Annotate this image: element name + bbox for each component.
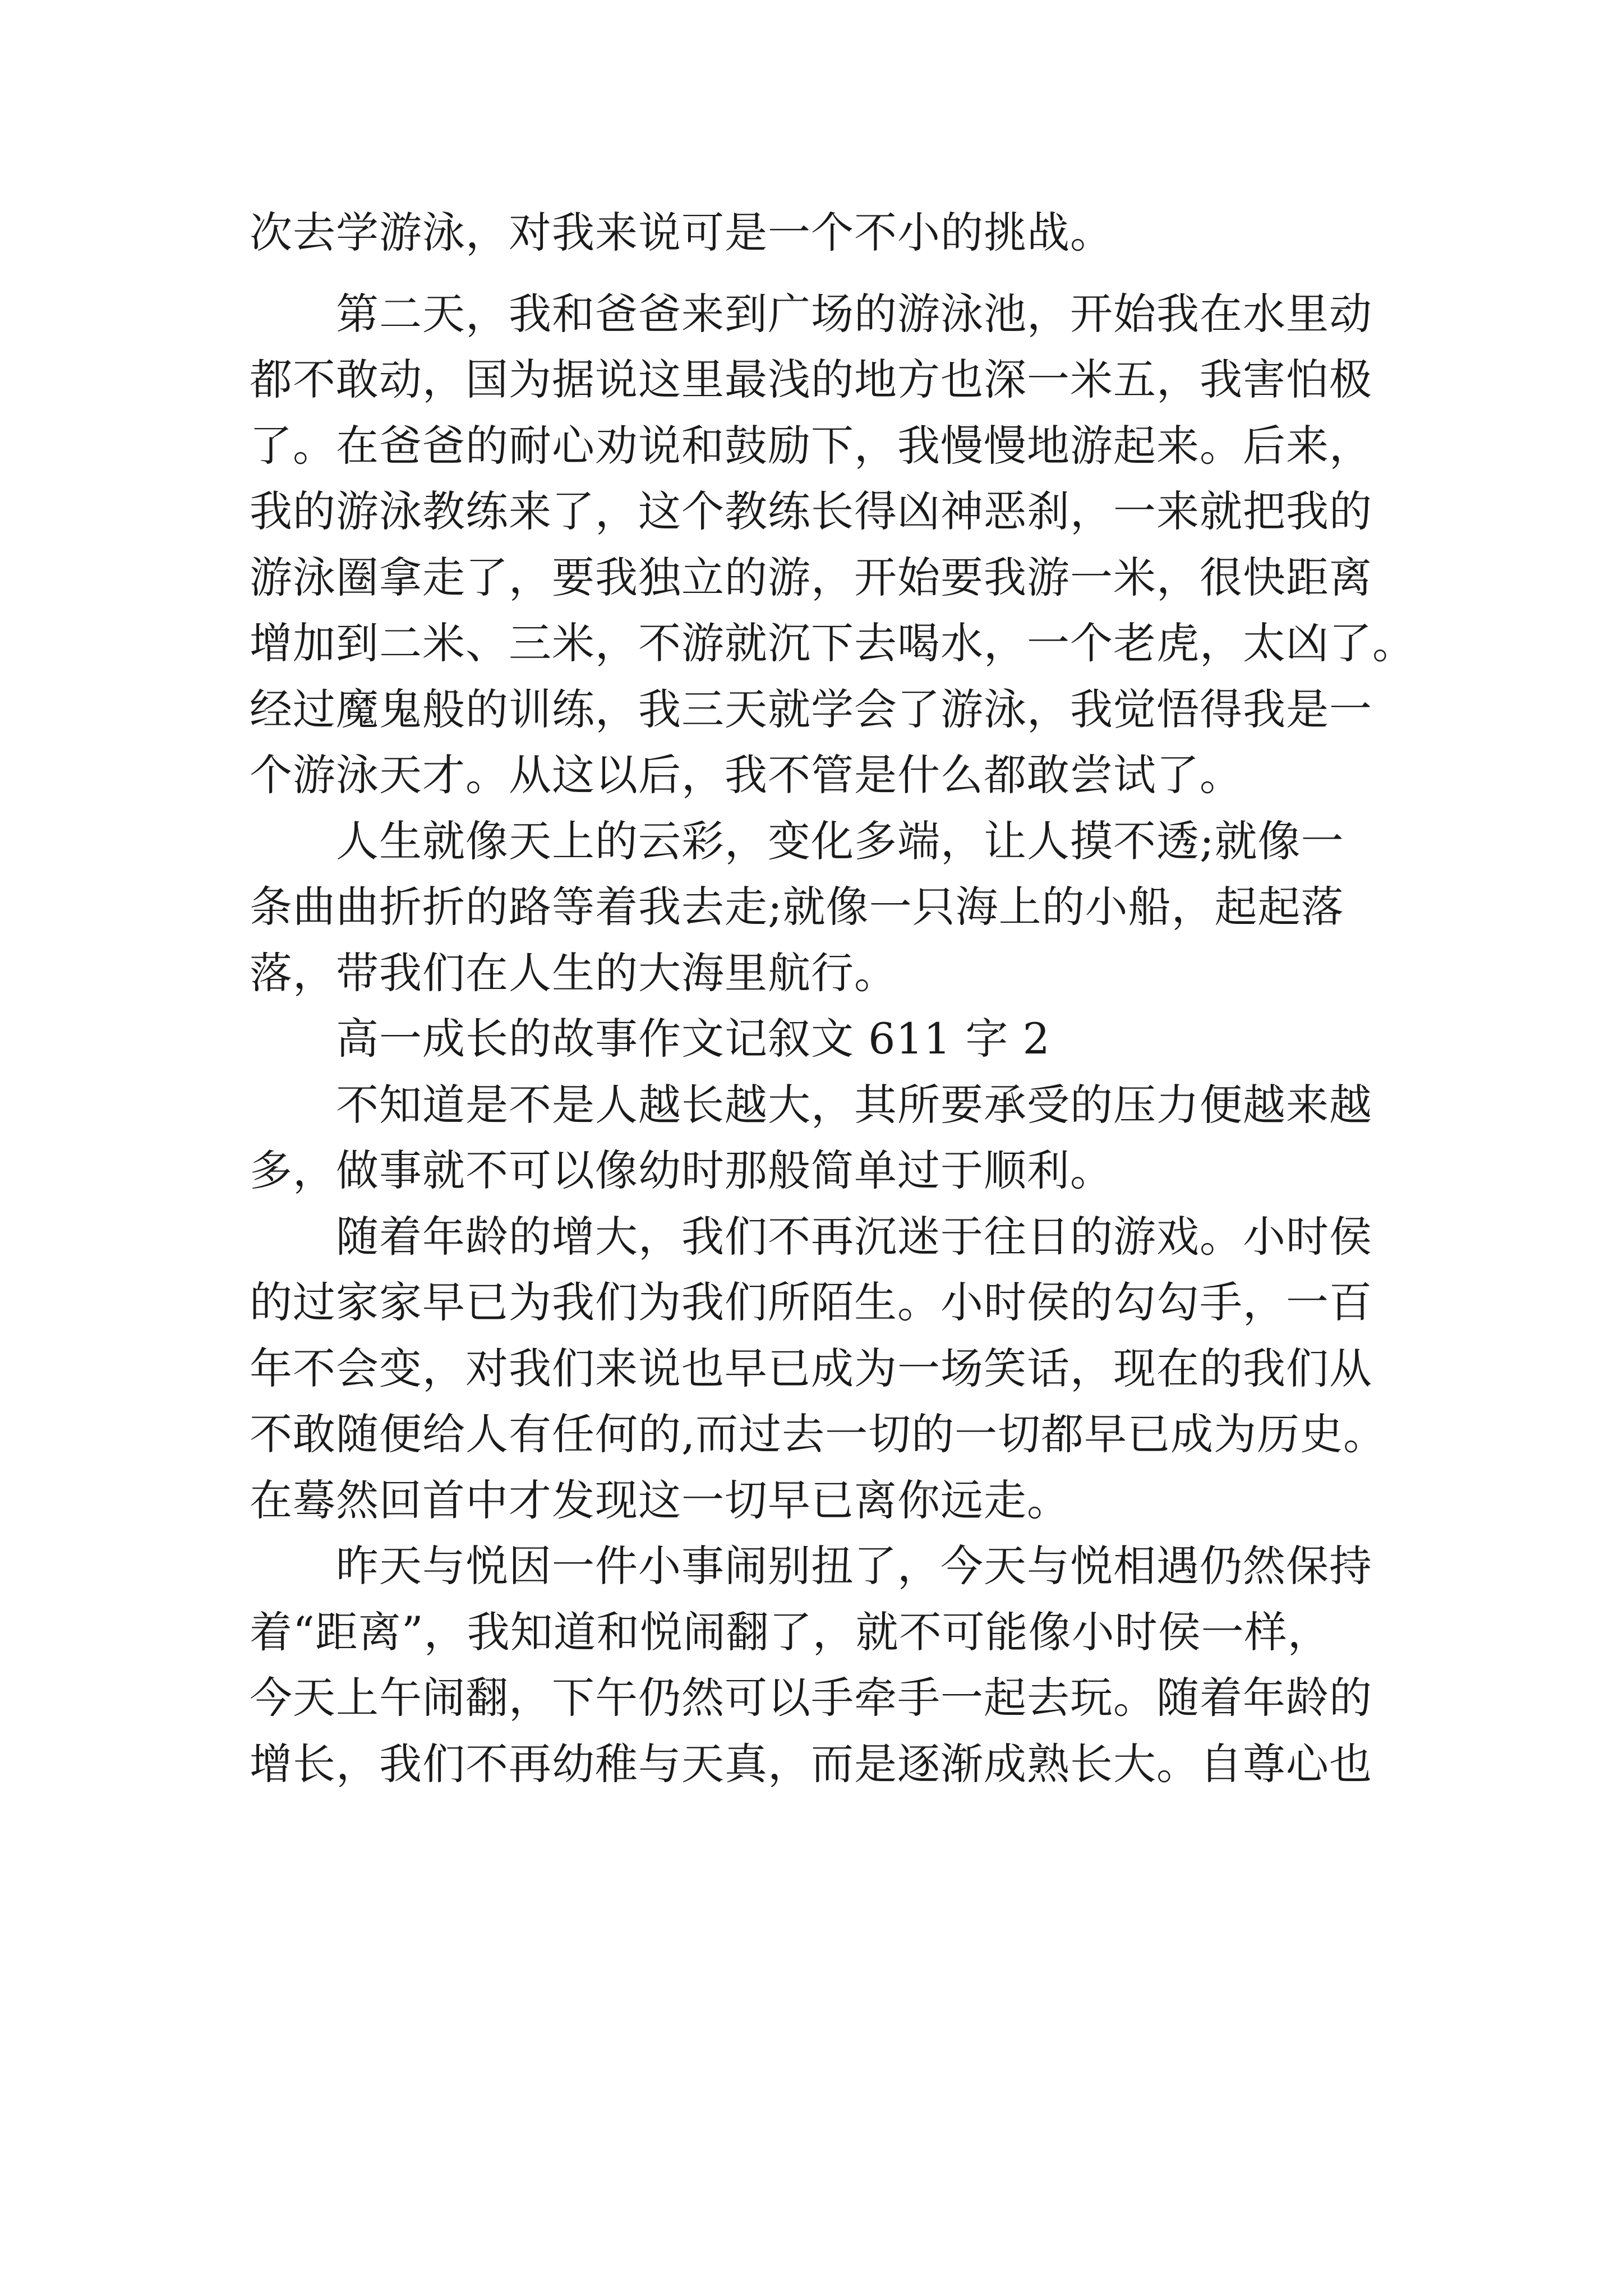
text-line: 在蓦然回首中才发现这一切早已离你远走。 xyxy=(250,1475,1070,1525)
section-heading: 高一成长的故事作文记叙文 611 字 2 xyxy=(250,1014,1050,1064)
text-line: 人生就像天上的云彩，变化多端，让人摸不透;就像一 xyxy=(250,816,1344,866)
text-line: 增长，我们不再幼稚与天真，而是逐渐成熟长大。自尊心也 xyxy=(250,1739,1372,1789)
text-line: 经过魔鬼般的训练，我三天就学会了游泳，我觉悟得我是一 xyxy=(250,684,1372,734)
text-line: 着“距离”，我知道和悦闹翻了，就不可能像小时侯一样， xyxy=(250,1607,1331,1657)
text-line: 年不会变，对我们来说也早已成为一场笑话，现在的我们从 xyxy=(250,1343,1372,1393)
text-line: 我的游泳教练来了，这个教练长得凶神恶刹，一来就把我的 xyxy=(250,486,1372,536)
text-line: 了。在爸爸的耐心劝说和鼓励下，我慢慢地游起来。后来， xyxy=(250,421,1372,471)
text-line: 增加到二米、三米，不游就沉下去喝水，一个老虎，太凶了。 xyxy=(250,618,1415,668)
text-line: 第二天，我和爸爸来到广场的游泳池，开始我在水里动 xyxy=(250,289,1372,339)
text-line: 的过家家早已为我们为我们所陌生。小时侯的勾勾手，一百 xyxy=(250,1277,1372,1327)
text-line: 都不敢动，国为据说这里最浅的地方也深一米五，我害怕极 xyxy=(250,355,1372,404)
text-line: 昨天与悦因一件小事闹别扭了，今天与悦相遇仍然保持 xyxy=(250,1541,1372,1591)
text-line: 不知道是不是人越长越大，其所要承受的压力便越来越 xyxy=(250,1080,1372,1130)
text-line: 落，带我们在人生的大海里航行。 xyxy=(250,948,897,998)
text-line: 游泳圈拿走了，要我独立的游，开始要我游一米，很快距离 xyxy=(250,553,1372,602)
text-line: 今天上午闹翻，下午仍然可以手牵手一起去玩。随着年龄的 xyxy=(250,1673,1372,1723)
text-line: 随着年龄的增大，我们不再沉迷于往日的游戏。小时侯 xyxy=(250,1212,1372,1262)
text-line: 多，做事就不可以像幼时那般简单过于顺利。 xyxy=(250,1145,1113,1195)
text-line: 次去学游泳，对我来说可是一个不小的挑战。 xyxy=(250,208,1113,257)
text-line: 不敢随便给人有任何的,而过去一切的一切都早已成为历史。 xyxy=(250,1409,1387,1459)
text-line: 条曲曲折折的路等着我去走;就像一只海上的小船，起起落 xyxy=(250,882,1344,932)
text-line: 个游泳天才。从这以后，我不管是什么都敢尝试了。 xyxy=(250,750,1243,800)
